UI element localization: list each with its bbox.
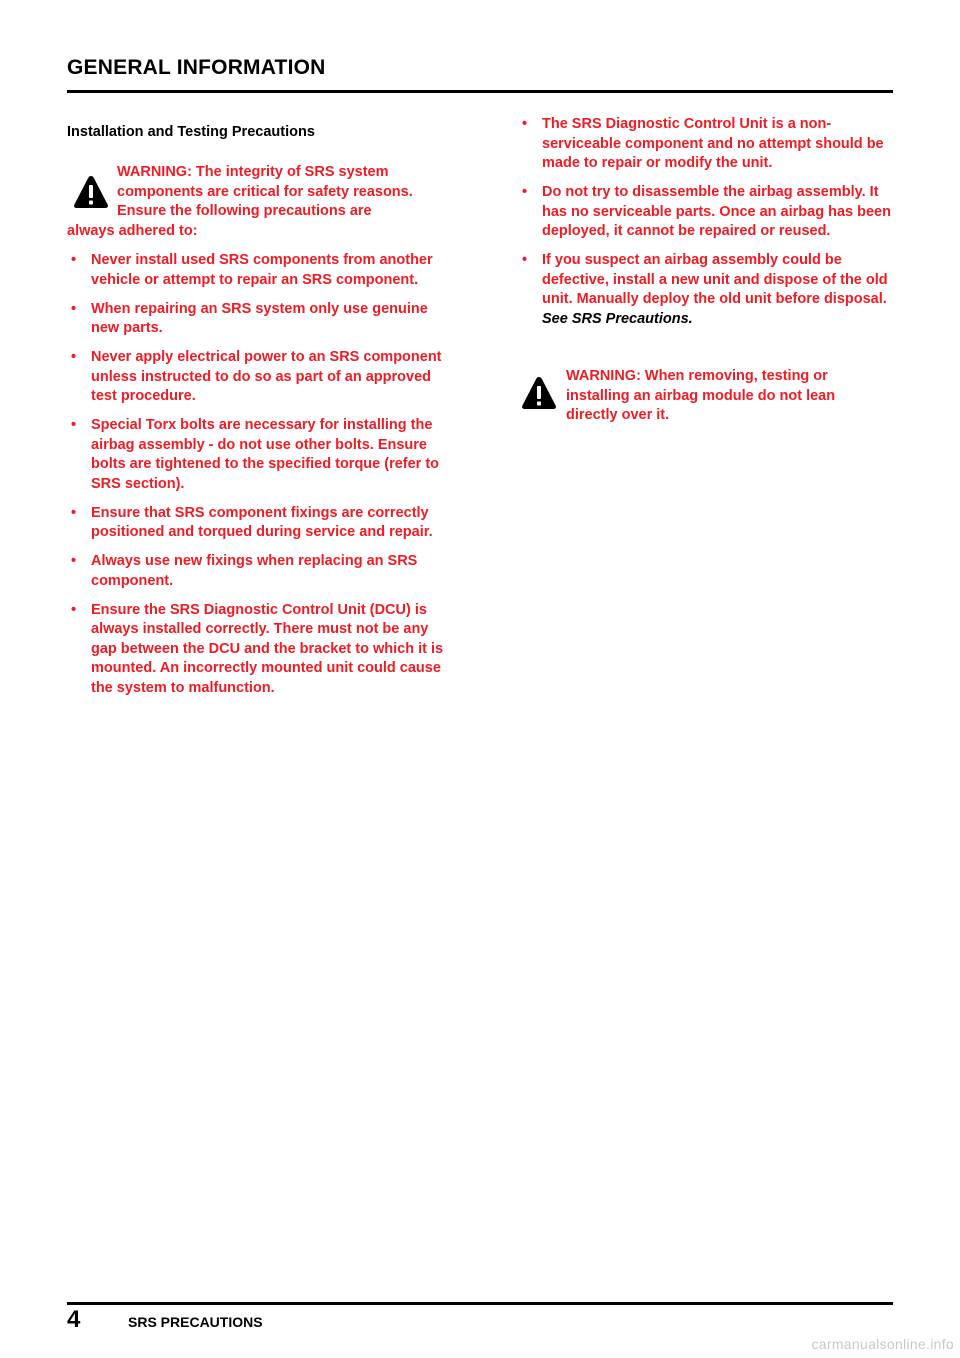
bullet-dot: • xyxy=(522,184,528,200)
header-rule xyxy=(67,90,893,93)
page-header-title: GENERAL INFORMATION xyxy=(67,56,326,79)
list-item: • Always use new fixings when replacing an SRS component. xyxy=(71,553,418,589)
list-item: • Never apply electrical power to an SRS component unless instructed to do so as part of an approved test procedure. xyxy=(71,349,442,404)
bullet-dot: • xyxy=(71,553,77,569)
list-item: • When repairing an SRS system only use genuine new parts. xyxy=(71,300,428,336)
bullet-dot: • xyxy=(71,504,77,521)
bullet-dot: • xyxy=(71,601,77,618)
left-warning-text xyxy=(67,163,447,241)
bullet-dot: • xyxy=(71,417,77,433)
bullet-dot: • xyxy=(522,252,528,268)
list-item: • Ensure the SRS Diagnostic Control Unit (DCU) is always installed correctly. There must not be any gap between the DCU and the bracket to which it is mounted. An incorrectly mounted unit could cause the system to malfunction. xyxy=(71,601,444,696)
list-item: • Never install used SRS components from another vehicle or attempt to repair an SRS component. xyxy=(71,252,433,288)
left-warning-text-content: WARNING: The integrity of SRS system components are critical for safety reasons. Ensure the following precautions are always adhered to: xyxy=(67,164,413,239)
right-warning-text: WARNING: When removing, testing or installing an airbag module do not lean directly over it. xyxy=(566,368,836,423)
bullet-dot: • xyxy=(522,116,528,132)
list-item: • Ensure that SRS component fixings are correctly positioned and torqued during service and repair. xyxy=(71,504,433,540)
bullet-dot: • xyxy=(71,349,77,365)
footer-section-title: SRS PRECAUTIONS xyxy=(128,1314,263,1330)
see-reference-link[interactable]: See SRS Precautions. xyxy=(542,310,693,327)
right-warning xyxy=(518,367,898,431)
left-warning xyxy=(67,163,447,243)
watermark: carmanualsonline.info xyxy=(811,1336,954,1352)
warning-triangle-icon xyxy=(521,376,557,410)
list-item: • Do not try to disassemble the airbag assembly. It has no serviceable parts. Once an airbag has been deployed, it cannot be repaired or reused. xyxy=(522,184,891,239)
footer-rule xyxy=(67,1302,893,1305)
section-heading: Installation and Testing Precautions xyxy=(67,124,315,140)
left-bullet-list xyxy=(67,251,447,708)
right-bullet-list xyxy=(518,115,898,339)
bullet-dot: • xyxy=(71,300,77,317)
bullet-dot: • xyxy=(71,252,77,268)
list-item: • If you suspect an airbag assembly could be defective, install a new unit and dispose of the old unit. Manually deploy the old unit before disposal. See SRS Precautions. xyxy=(522,252,888,327)
list-item: • Special Torx bolts are necessary for installing the airbag assembly - do not use other bolts. Ensure bolts are tightened to the specified torque (refer to SRS section). xyxy=(71,417,440,492)
list-item: • The SRS Diagnostic Control Unit is a non-serviceable component and no attempt should be made to repair or modify the unit. xyxy=(522,116,884,171)
page-number: 4 xyxy=(67,1306,81,1333)
